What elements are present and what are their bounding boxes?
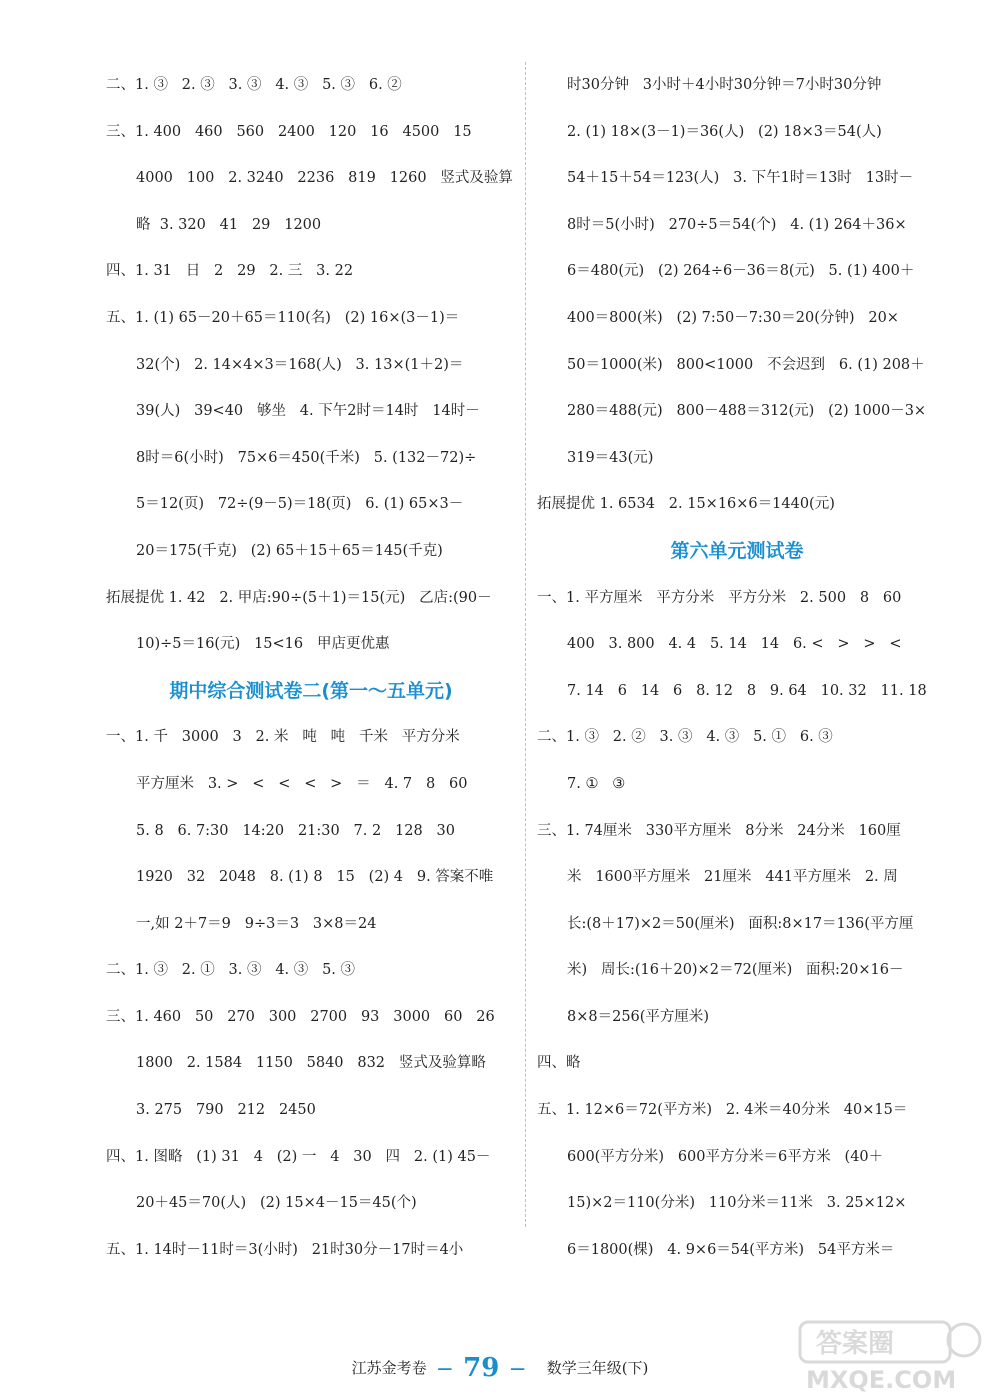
answer-line: 三、1. 400 460 560 2400 120 16 4500 15 xyxy=(106,123,472,140)
answer-line: 略 3. 320 41 29 1200 xyxy=(136,216,322,233)
left-column xyxy=(106,62,516,1273)
watermark-top-text: 答案圈 xyxy=(816,1329,895,1359)
answer-line: 二、1. ③ 2. ② 3. ③ 4. ③ 5. ① 6. ③ xyxy=(537,729,833,746)
answer-line: 1920 32 2048 8. (1) 8 15 (2) 4 9. 答案不唯 xyxy=(136,869,494,886)
answer-line: 6＝1800(棵) 4. 9×6＝54(平方米) 54平方米＝ xyxy=(567,1241,895,1258)
page-number: 79 xyxy=(463,1353,500,1383)
answer-line: 2. (1) 18×(3－1)＝36(人) (2) 18×3＝54(人) xyxy=(567,123,882,140)
answer-line: 6＝480(元) (2) 264÷6－36＝8(元) 5. (1) 400＋ xyxy=(567,263,915,280)
answer-line: 四、1. 图略 (1) 31 4 (2) 一 4 30 四 2. (1) 45－ xyxy=(106,1148,491,1165)
footer-dash-left: — xyxy=(437,1359,453,1377)
answer-line: 一、1. 千 3000 3 2. 米 吨 吨 千米 平方分米 xyxy=(106,729,460,746)
answer-line: 400 3. 800 4. 4 5. 14 14 6. < > > < xyxy=(567,636,902,653)
answer-line: 20＋45＝70(人) (2) 15×4－15＝45(个) xyxy=(136,1195,417,1212)
answer-line: 3. 275 790 212 2450 xyxy=(136,1102,316,1119)
right-column xyxy=(537,62,937,1273)
answer-line: 7. 14 6 14 6 8. 12 8 9. 64 10. 32 11. 18 xyxy=(567,682,927,699)
answer-line: 7. ① ③ xyxy=(567,775,626,792)
answer-line: 拓展提优 1. 42 2. 甲店:90÷(5＋1)＝15(元) 乙店:(90－ xyxy=(106,589,492,606)
answer-line: 5. 8 6. 7:30 14:20 21:30 7. 2 128 30 xyxy=(136,822,456,839)
answer-line: 15)×2＝110(分米) 110分米＝11米 3. 25×12× xyxy=(567,1195,907,1212)
answer-line: 4000 100 2. 3240 2236 819 1260 竖式及验算 xyxy=(136,170,513,187)
answer-line: 二、1. ③ 2. ① 3. ③ 4. ③ 5. ③ xyxy=(106,962,356,979)
answer-line: 10)÷5＝16(元) 15<16 甲店更优惠 xyxy=(136,636,390,653)
answer-line: 8时＝6(小时) 75×6＝450(千米) 5. (132－72)÷ xyxy=(136,449,477,466)
answer-line: 1800 2. 1584 1150 5840 832 竖式及验算略 xyxy=(136,1055,486,1072)
answer-line: 32(个) 2. 14×4×3＝168(人) 3. 13×(1＋2)＝ xyxy=(136,356,464,373)
answer-line: 米) 周长:(16＋20)×2＝72(厘米) 面积:20×16－ xyxy=(567,962,904,979)
answer-line: 39(人) 39<40 够坐 4. 下午2时＝14时 14时－ xyxy=(136,403,480,420)
answer-line: 五、1. (1) 65－20＋65＝110(名) (2) 16×(3－1)＝ xyxy=(106,309,460,326)
answer-line: 三、1. 460 50 270 300 2700 93 3000 60 26 xyxy=(106,1008,495,1025)
answer-line: 拓展提优 1. 6534 2. 15×16×6＝1440(元) xyxy=(537,496,835,513)
answer-line: 5＝12(页) 72÷(9－5)＝18(页) 6. (1) 65×3－ xyxy=(136,496,464,513)
answer-line: 米 1600平方厘米 21厘米 441平方厘米 2. 周 xyxy=(567,869,898,886)
section-title: 第六单元测试卷 xyxy=(670,539,804,562)
answer-line: 20＝175(千克) (2) 65＋15＋65＝145(千克) xyxy=(136,542,443,559)
answer-line: 280＝488(元) 800－488＝312(元) (2) 1000－3× xyxy=(567,403,927,420)
footer-book-title: 江苏金考卷 xyxy=(351,1359,427,1377)
answer-line: 319＝43(元) xyxy=(567,449,654,466)
answer-line: 三、1. 74厘米 330平方厘米 8分米 24分米 160厘 xyxy=(537,822,901,839)
answer-line: 五、1. 12×6＝72(平方米) 2. 4米＝40分米 40×15＝ xyxy=(537,1102,908,1119)
answer-line: 平方厘米 3. > < < < > ＝ 4. 7 8 60 xyxy=(136,775,468,792)
footer-dash-right: — xyxy=(510,1359,526,1377)
answer-line: 8×8＝256(平方厘米) xyxy=(567,1008,710,1025)
answer-line: 时30分钟 3小时＋4小时30分钟＝7小时30分钟 xyxy=(567,77,882,93)
answer-line: 50＝1000(米) 800<1000 不会迟到 6. (1) 208＋ xyxy=(567,356,925,373)
answer-line: 600(平方分米) 600平方分米＝6平方米 (40＋ xyxy=(567,1148,884,1165)
answer-line: 五、1. 14时－11时＝3(小时) 21时30分－17时＝4小 xyxy=(106,1241,464,1258)
answer-line: 一、1. 平方厘米 平方分米 平方分米 2. 500 8 60 xyxy=(537,589,902,606)
answer-line: 400＝800(米) (2) 7:50－7:30＝20(分钟) 20× xyxy=(567,309,899,326)
watermark-bottom-text: MXQE.COM xyxy=(806,1366,957,1393)
answer-line: 四、1. 31 日 2 29 2. 三 3. 22 xyxy=(106,263,354,280)
watermark-icon xyxy=(796,1318,986,1393)
column-divider xyxy=(525,62,526,1227)
answer-line: 二、1. ③ 2. ③ 3. ③ 4. ③ 5. ③ 6. ② xyxy=(106,77,402,93)
answer-line: 一,如 2＋7＝9 9÷3＝3 3×8＝24 xyxy=(136,915,377,932)
answer-line: 54＋15＋54＝123(人) 3. 下午1时＝13时 13时－ xyxy=(567,170,914,187)
section-title: 期中综合测试卷二(第一～五单元) xyxy=(169,679,453,702)
footer-subject: 数学三年级(下) xyxy=(546,1359,649,1377)
answer-line: 8时＝5(小时) 270÷5＝54(个) 4. (1) 264＋36× xyxy=(567,216,907,233)
answer-line: 长:(8＋17)×2＝50(厘米) 面积:8×17＝136(平方厘 xyxy=(567,915,914,932)
answer-line: 四、略 xyxy=(537,1055,581,1072)
watermark-logo xyxy=(796,1318,986,1393)
